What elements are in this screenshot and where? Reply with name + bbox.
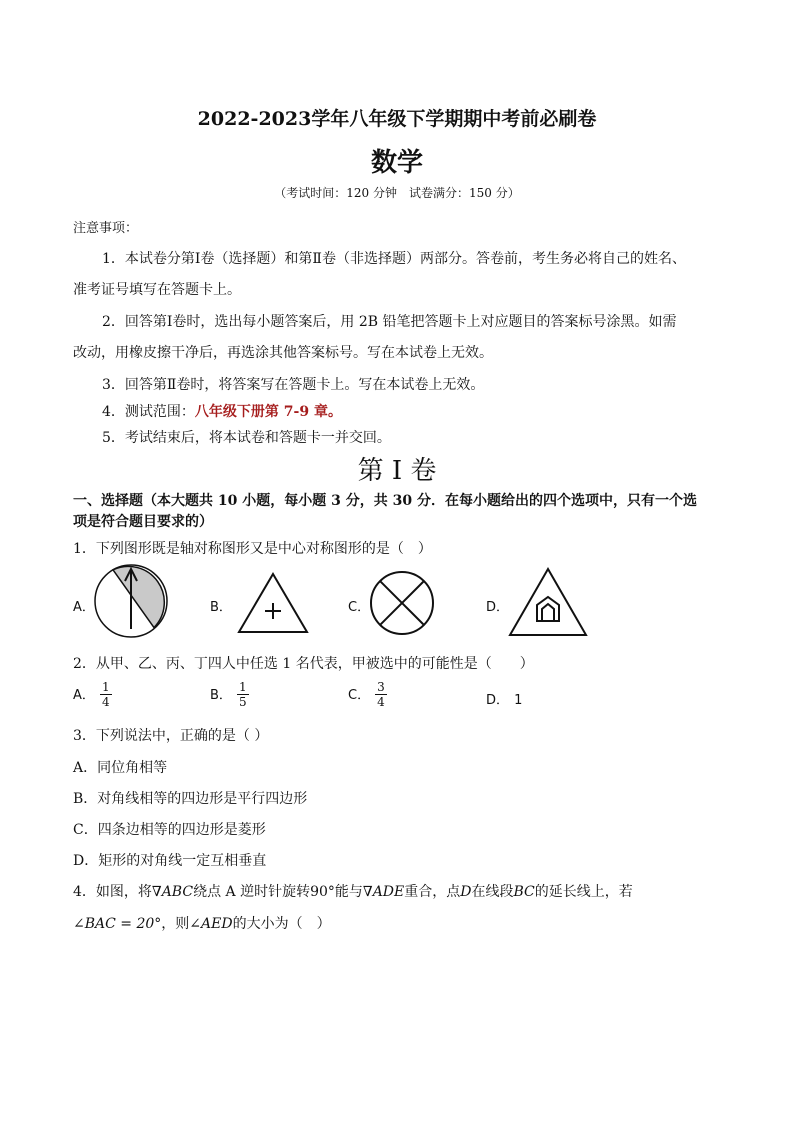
q2-option-b [210,680,249,709]
note-item-2-line-1: 2．回答第Ⅰ卷时，选出每小题答案后，用 2B 铅笔把答题卡上对应题目的答案标号涂黑。如需 [102,314,677,330]
note-item-3: 3．回答第Ⅱ卷时，将答案写在答题卡上。写在本试卷上无效。 [102,377,485,393]
circle-with-x-icon [367,570,437,636]
fraction: $\frac{3}{4}$ [377,680,385,709]
q1-stem: 1．下列图形既是轴对称图形又是中心对称图形的是（ ） [73,541,432,557]
q4-stem-line-1 [73,881,633,901]
note-item-1-line-2: 准考证号填写在答题卡上。 [73,282,241,298]
q4-text: 在线段 [471,884,514,900]
q2-option-a [73,680,112,709]
part1-instructions-line-1: 一、选择题（本大题共 10 小题，每小题 3 分，共 30 分．在每小题给出的四个选项中，只有一个选 [73,493,697,509]
q4-point-d: D [460,884,472,900]
q2-option-c-label: C． [348,688,371,703]
q4-text: 绕点 A 逆时针旋转 [193,884,311,900]
q1-option-d-label: D． [486,600,510,615]
q2-option-d [486,689,522,708]
q4-stem-line-2 [73,913,331,933]
exam-meta: （考试时间：120 分钟 试卷满分：150 分） [274,186,520,200]
fraction: $\frac{1}{4}$ [102,680,110,709]
q4-text: 4．如图，将 [73,884,152,900]
q2-stem: 2．从甲、乙、丙、丁四人中任选 1 名代表，甲被选中的可能性是（ ） [73,656,534,672]
q1-option-b-label: B． [210,600,232,615]
note-item-5: 5．考试结束后，将本试卷和答题卡一并交回。 [102,430,391,446]
triangle-with-house-icon [507,567,589,637]
section-title: 第 I 卷 [357,456,437,486]
q4-angle: 90° [310,884,335,900]
q4-segment-bc: BC [513,884,535,900]
q3-option-c: C．四条边相等的四边形是菱形 [73,822,266,838]
test-scope: 八年级下册第 7-9 章。 [194,404,342,420]
q3-stem: 3．下列说法中，正确的是（ ） [73,728,269,744]
subject-title: 数学 [370,148,423,178]
notes-heading: 注意事项： [73,221,139,236]
q2-option-d-value: 1 [514,693,523,708]
q4-text: ，则 [161,916,190,932]
q4-text: 能与 [334,884,363,900]
q3-option-b: B．对角线相等的四边形是平行四边形 [73,791,308,807]
q1-option-c-label: C． [348,600,371,615]
q2-option-b-label: B． [210,688,232,703]
q2-option-a-label: A． [73,688,95,703]
fraction: $\frac{1}{5}$ [239,680,247,709]
part1-instructions-line-2: 项是符合题目要求的） [73,514,213,530]
exam-title: 2022-2023学年八年级下学期期中考前必刷卷 [197,108,597,130]
q2-option-d-label: D． [486,693,510,708]
note-item-2-line-2: 改动，用橡皮擦干净后，再选涂其他答案标号。写在本试卷上无效。 [73,345,493,361]
q4-text: 重合，点 [404,884,461,900]
q1-option-a-label: A． [73,600,95,615]
q4-triangle-ade: ∇ADE [362,884,405,900]
q4-triangle-abc: ∇ABC [151,884,194,900]
note-item-4-prefix: 4．测试范围： [102,404,195,420]
q4-target-angle: ∠AED [189,916,233,932]
q4-text: 的延长线上，若 [534,884,633,900]
q3-option-d: D．矩形的对角线一定互相垂直 [73,853,267,869]
circle-with-arrow-icon [92,563,172,639]
note-item-1-line-1: 1．本试卷分第Ⅰ卷（选择题）和第Ⅱ卷（非选择题）两部分。答卷前，考生务必将自己的姓名、 [102,251,686,267]
q4-given-angle: ∠BAC = 20° [73,916,162,932]
triangle-with-plus-icon [236,571,310,635]
q2-option-c [348,680,387,709]
q3-option-a: A．同位角相等 [73,760,168,776]
note-item-4 [102,401,342,421]
q4-text: 的大小为（ ） [232,916,331,932]
